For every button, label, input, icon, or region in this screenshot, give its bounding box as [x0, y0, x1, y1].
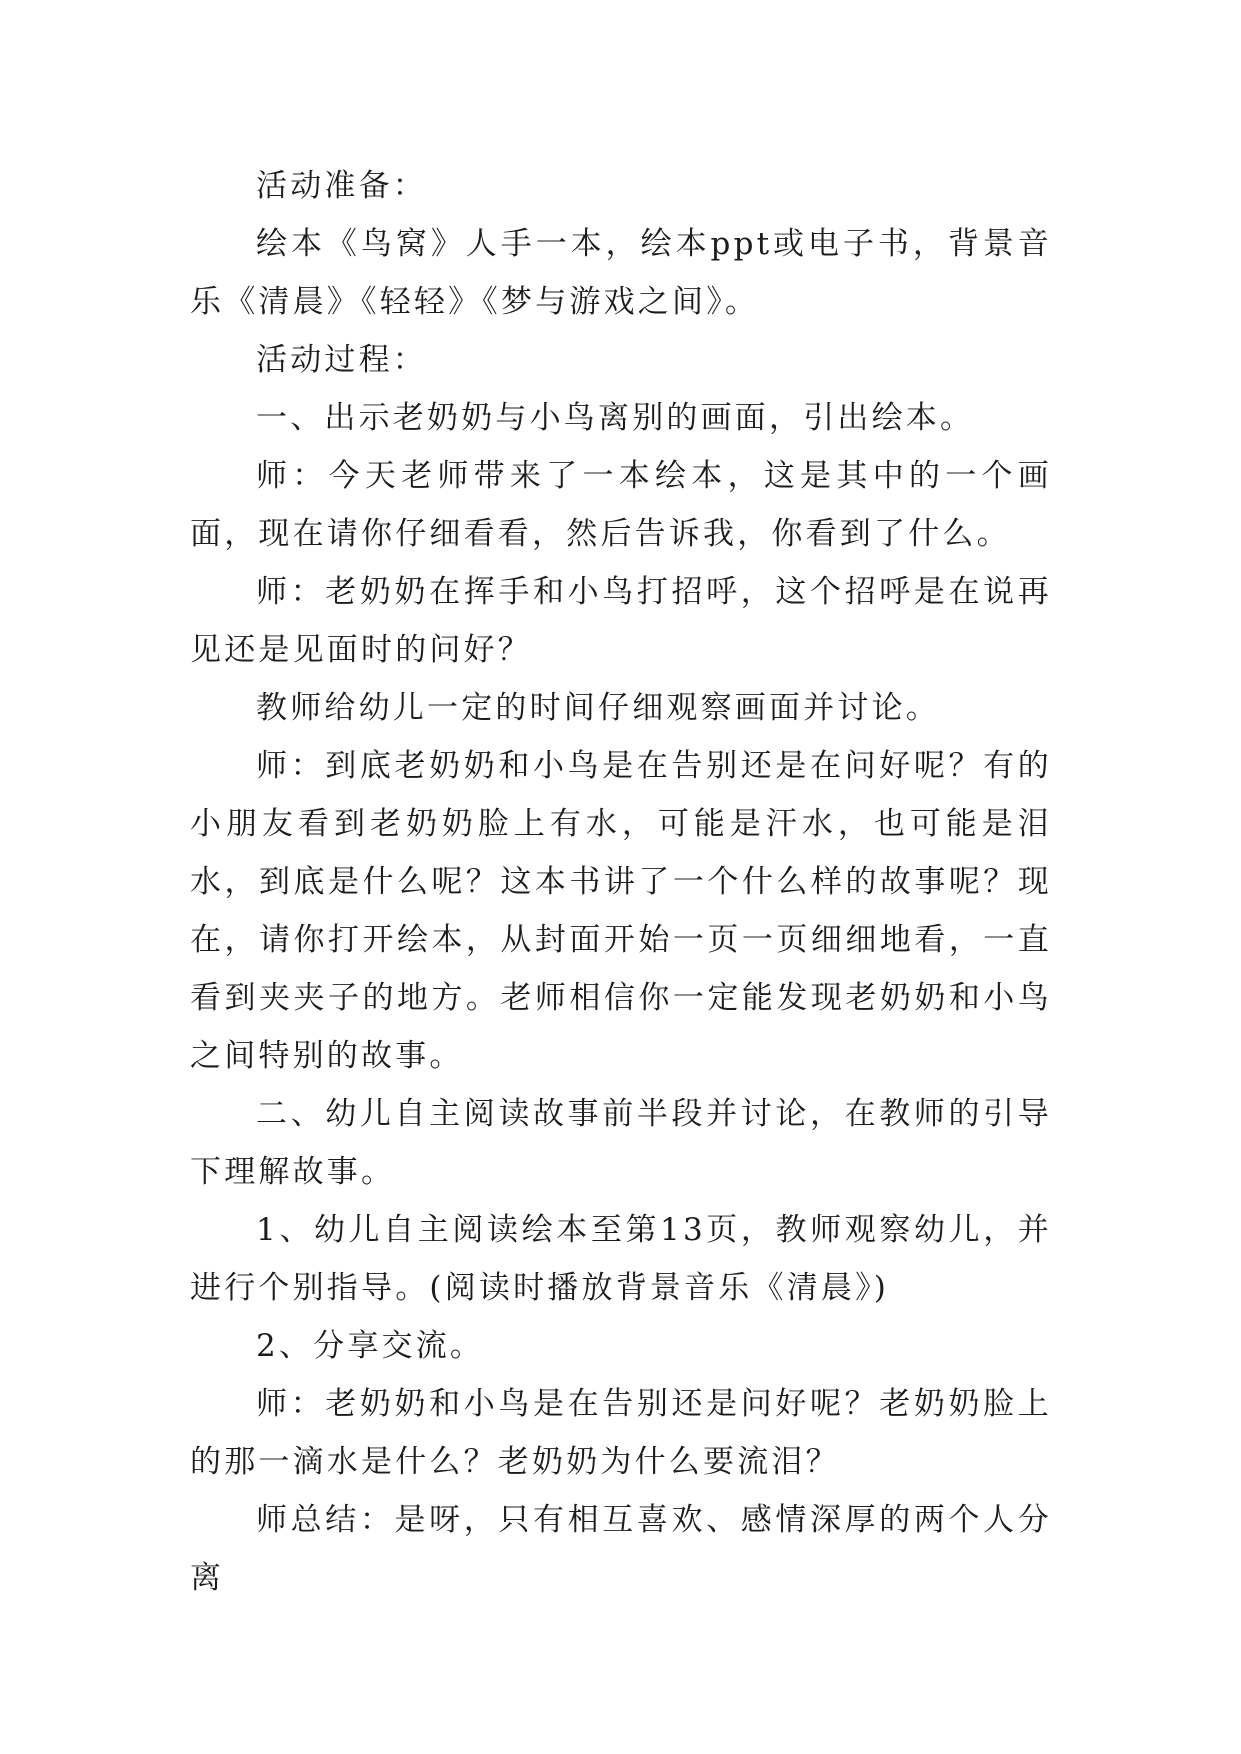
substep-two: 2、分享交流。 — [256, 1328, 485, 1364]
teacher-summary: 师总结：是呀，只有相互喜欢、感情深厚的两个人分离 — [190, 1502, 1052, 1596]
paragraph-observation: 教师给幼儿一定的时间仔细观察画面并讨论。 — [256, 690, 940, 726]
paragraph-materials: 绘本《鸟窝》人手一本，绘本ppt或电子书，背景音乐《清晨》《轻轻》《梦与游戏之间》。 — [190, 226, 1052, 320]
teacher-line-discussion: 师：老奶奶和小鸟是在告别还是问好呢？老奶奶脸上的那一滴水是什么？老奶奶为什么要流泪？ — [190, 1386, 1052, 1480]
teacher-line-intro: 师：今天老师带来了一本绘本，这是其中的一个画面，现在请你仔细看看，然后告诉我，你看到了什么。 — [190, 458, 1052, 552]
step-two-heading: 二、幼儿自主阅读故事前半段并讨论，在教师的引导下理解故事。 — [190, 1096, 1052, 1190]
teacher-line-reading-instructions: 师：到底老奶奶和小鸟是在告别还是在问好呢？有的小朋友看到老奶奶脸上有水，可能是汗水，也可能是泪水，到底是什么呢？这本书讲了一个什么样的故事呢？现在，请你打开绘本，从封面开始一页一页细细地看，一直看到夹夹子的地方。老师相信你一定能发现老奶奶和小鸟之间特别的故事。 — [190, 748, 1052, 1074]
step-one-heading: 一、出示老奶奶与小鸟离别的画面，引出绘本。 — [256, 400, 975, 436]
document-page — [190, 157, 1052, 1607]
substep-one: 1、幼儿自主阅读绘本至第13页，教师观察幼儿，并进行个别指导。(阅读时播放背景音乐《清晨》) — [190, 1212, 1052, 1306]
heading-activity-process: 活动过程： — [256, 342, 427, 378]
heading-activity-preparation: 活动准备： — [256, 168, 427, 204]
teacher-line-question: 师：老奶奶在挥手和小鸟打招呼，这个招呼是在说再见还是见面时的问好？ — [190, 574, 1052, 668]
